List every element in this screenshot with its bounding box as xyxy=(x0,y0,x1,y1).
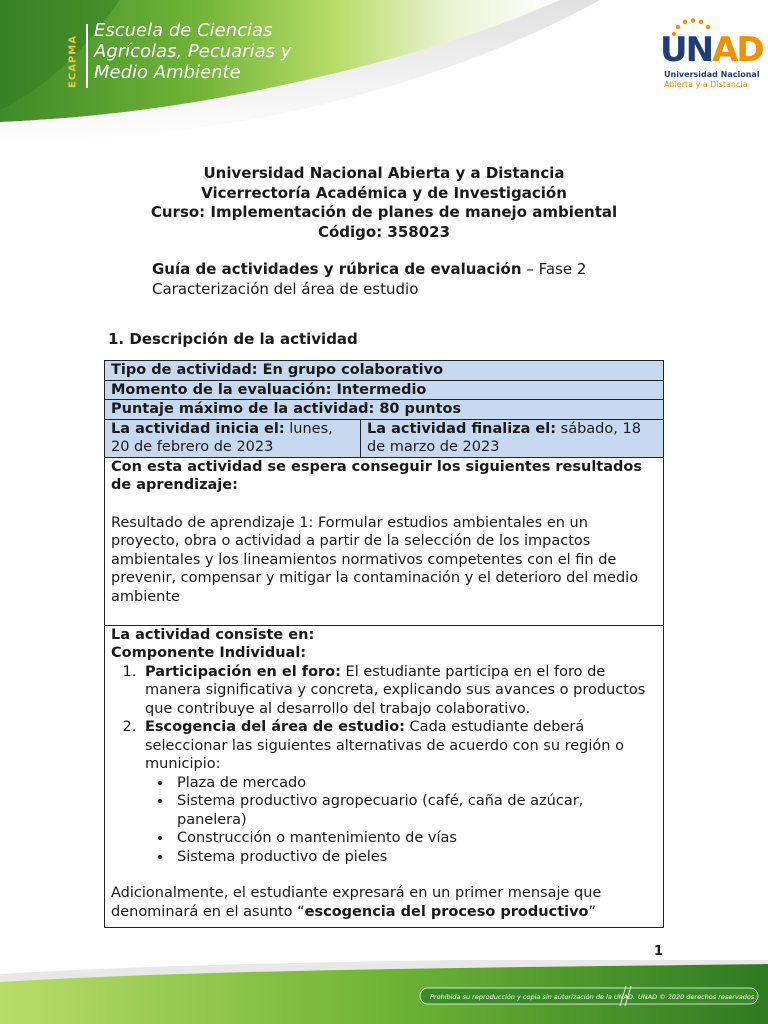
ecapma-tag: ECAPMA xyxy=(67,35,79,88)
section-title: Descripción de la actividad xyxy=(129,330,358,348)
school-line-2: Agrícolas, Pecuarias y xyxy=(94,41,292,62)
results-text: Resultado de aprendizaje 1: Formular estudios ambientales en un proyecto, obra o actividad a partir de la selección de los impactos ambientales y los lineamientos normativos competentes con el fin de prevenir, compensar y mitigar la contaminación y el deterioro del medio ambiente xyxy=(111,514,639,605)
end-date-cell: La actividad finaliza el: sábado, 18 de marzo de 2023 xyxy=(361,419,664,457)
logo-line-1: Universidad Nacional xyxy=(664,70,760,79)
start-date-cell: La actividad inicia el: lunes, 20 de febrero de 2023 xyxy=(105,419,361,457)
results-heading: Con esta actividad se espera conseguir los siguientes resultados de aprendizaje: xyxy=(111,458,642,493)
footer-rights-note: UNAD © 2020 derechos reservados. xyxy=(638,993,757,1001)
guide-subtitle: Caracterización del área de estudio xyxy=(152,280,419,298)
university-name: Universidad Nacional Abierta y a Distancia xyxy=(203,164,565,182)
evaluation-moment-cell: Momento de la evaluación: Intermedio xyxy=(105,380,664,400)
course-name: Curso: Implementación de planes de manejo ambiental xyxy=(150,203,618,221)
school-name xyxy=(94,20,291,83)
activity-description-cell xyxy=(105,625,664,927)
list-item: • Sistema productivo de pieles xyxy=(173,848,657,867)
unad-wordmark: UNAD xyxy=(660,30,763,70)
activity-type-cell: Tipo de actividad: En grupo colaborativo xyxy=(105,361,664,381)
additional-text: Adicionalmente, el estudiante expresará en un primer mensaje que denominará en el asunto “escogencia del proceso productivo” xyxy=(111,885,602,920)
school-line-3: Medio Ambiente xyxy=(94,62,241,83)
component-heading: Componente Individual: xyxy=(111,645,307,661)
activity-heading: La actividad consiste en: xyxy=(111,626,315,643)
table-row xyxy=(105,625,664,927)
table-row xyxy=(105,457,664,625)
section-number: 1. xyxy=(108,330,125,348)
table-row xyxy=(105,380,664,400)
school-line-1: Escuela de Ciencias xyxy=(94,20,273,41)
table-row xyxy=(105,361,664,381)
guide-heading xyxy=(152,259,586,299)
components-list xyxy=(141,663,657,867)
course-code: Código: 358023 xyxy=(317,222,451,241)
max-score-cell: Puntaje máximo de la actividad: 80 puntos xyxy=(105,400,664,420)
page-number: 1 xyxy=(654,944,664,959)
logo-line-2: Abierta y a Distancia xyxy=(664,80,748,89)
alternatives-list xyxy=(173,774,657,867)
footer-copyright-note: Prohibida su reproducción y copia sin autorización de la UNAD. xyxy=(430,993,636,1001)
header-divider xyxy=(86,24,88,88)
footer-banner xyxy=(0,960,768,1024)
table-row xyxy=(105,419,664,457)
footer-wave-graphic xyxy=(0,960,768,1024)
list-item: • Sistema productivo agropecuario (café, caña de azúcar, panelera) xyxy=(173,792,657,829)
list-item: 1. Participación en el foro: El estudiante participa en el foro de manera significativa y concreta, explicando sus avances o productos que contribuye al desarrollo del trabajo colaborativo. xyxy=(141,663,657,719)
table-row xyxy=(105,400,664,420)
header-banner xyxy=(0,0,768,150)
learning-results-cell xyxy=(105,457,664,625)
section-heading xyxy=(108,330,358,348)
unad-logo xyxy=(660,18,763,98)
list-item: 2. Escogencia del área de estudio: Cada estudiante deberá seleccionar las siguientes alternativas de acuerdo con su región o municipio: • Plaza de mercado • Sistema productivo agropecuario (café, caña de azúcar, panelera) • Construcción o mantenimiento de vías • Sistema productivo de pieles xyxy=(141,718,657,866)
vicerrectoria: Vicerrectoría Académica y de Investigación xyxy=(201,183,567,202)
document-title xyxy=(0,164,768,242)
list-item: • Construcción o mantenimiento de vías xyxy=(173,829,657,848)
list-item: • Plaza de mercado xyxy=(173,774,657,793)
guide-title: Guía de actividades y rúbrica de evaluación xyxy=(152,260,522,278)
guide-phase: – Fase 2 xyxy=(521,260,587,278)
activity-table xyxy=(104,360,664,928)
